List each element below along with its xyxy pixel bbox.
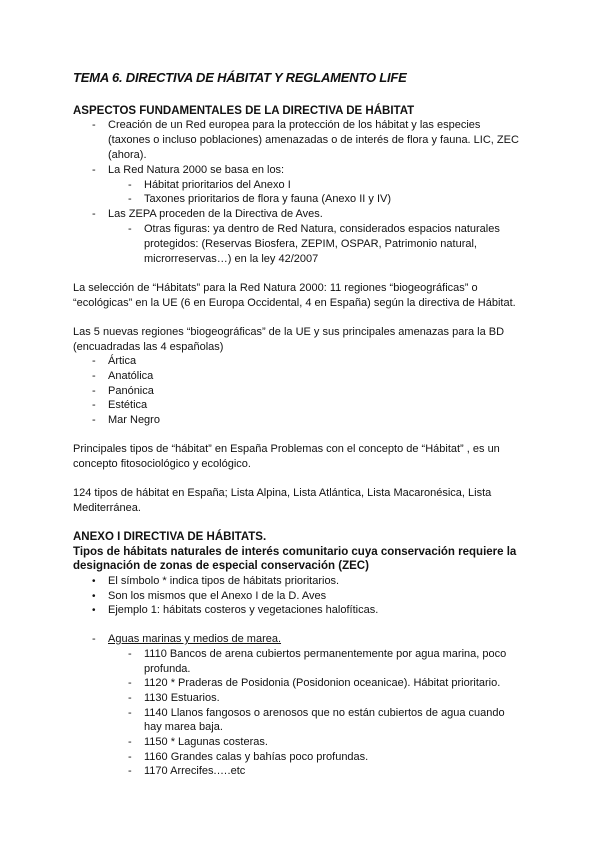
paragraph-seleccion-line1: La selección de “Hábitats” para la Red Natura 2000: 11 regiones “biogeográficas” o [73,282,478,294]
list-item-red-europea-line3: (ahora). [108,149,147,161]
habitat-1110-line2: profunda. [144,663,191,675]
list-dash: - [128,193,132,205]
bullet-marker: • [92,605,96,616]
list-dash: - [128,692,132,704]
list-dash: - [128,751,132,763]
list-dash: - [128,677,132,689]
habitat-1130: 1130 Estuarios. [144,692,220,704]
habitat-1140-line1: 1140 Llanos fangosos o arenosos que no están cubiertos de agua cuando [144,707,505,719]
bullet-marker: • [92,591,96,602]
sub-item-habitat-prioritarios: Hábitat prioritarios del Anexo I [144,179,291,191]
bullet-item: Ejemplo 1: hábitats costeros y vegetaciones halofíticas. [108,604,379,616]
list-dash: - [128,223,132,235]
paragraph-nuevas-regiones-line1: Las 5 nuevas regiones “biogeográficas” de la UE y sus principales amenazas para la BD [73,326,505,338]
region-item: Ártica [108,355,137,367]
list-item-red-europea-line1: Creación de un Red europea para la protección de los hábitat y las especies [108,119,481,131]
list-dash: - [92,370,96,382]
paragraph-nuevas-regiones-line2: (encuadradas las 4 españolas) [73,341,224,353]
list-dash: - [92,385,96,397]
habitat-1120: 1120 * Praderas de Posidonia (Posidonion oceanicae). Hábitat prioritario. [144,677,501,689]
paragraph-seleccion-line2: “ecológicas” en la UE (6 en Europa Occidental, 4 en España) según la directiva de Hábitat. [73,297,516,309]
region-item: Mar Negro [108,414,160,426]
region-item: Estética [108,399,148,411]
sub-item-taxones: Taxones prioritarios de flora y fauna (Anexo II y IV) [144,193,392,205]
list-dash: - [92,164,96,176]
list-dash: - [128,179,132,191]
list-dash: - [128,765,132,777]
list-dash: - [92,355,96,367]
list-item-zepa: Las ZEPA proceden de la Directiva de Aves. [108,208,323,220]
habitat-1140-line2: hay marea baja. [144,721,223,733]
paragraph-tipos-habitat-line2: concepto fitosociológico y ecológico. [73,458,251,470]
paragraph-124-tipos-line2: Mediterránea. [73,502,141,514]
list-dash: - [92,119,96,131]
region-item: Anatólica [108,370,154,382]
section-subheading-line2: designación de zonas de especial conservación (ZEC) [73,560,369,572]
bullet-item: Son los mismos que el Anexo I de la D. Aves [108,590,327,602]
paragraph-tipos-habitat-line1: Principales tipos de “hábitat” en España Problemas con el concepto de “Hábitat” , es un [73,443,500,455]
habitat-1150: 1150 * Lagunas costeras. [144,736,268,748]
habitat-1160: 1160 Grandes calas y bahías poco profundas. [144,751,369,763]
region-item: Panónica [108,385,154,397]
sub-item-otras-figuras-line1: Otras figuras: ya dentro de Red Natura, considerados espacios naturales [144,223,500,235]
bullet-marker: • [92,576,96,587]
marine-heading: Aguas marinas y medios de marea. [108,633,282,645]
paragraph-124-tipos-line1: 124 tipos de hábitat en España; Lista Alpina, Lista Atlántica, Lista Macaronésica, Lista [73,487,492,499]
habitat-1170: 1170 Arrecifes.….etc [144,765,246,777]
list-dash: - [128,648,132,660]
habitat-1110-line1: 1110 Bancos de arena cubiertos permanentemente por agua marina, poco [144,648,507,660]
list-dash: - [128,736,132,748]
list-dash: - [128,707,132,719]
list-dash: - [92,208,96,220]
list-item-red-natura: La Red Natura 2000 se basa en los: [108,164,285,176]
section-subheading-line1: Tipos de hábitats naturales de interés comunitario cuya conservación requiere la [73,546,517,558]
list-item-red-europea-line2: (taxones o incluso poblaciones) amenazadas o de interés de flora y fauna. LIC, ZEC [108,134,519,146]
section-heading-aspectos: ASPECTOS FUNDAMENTALES DE LA DIRECTIVA DE HÁBITAT [73,105,415,117]
list-dash: - [92,414,96,426]
page-title: TEMA 6. DIRECTIVA DE HÁBITAT Y REGLAMENTO LIFE [73,70,407,85]
bullet-item: El símbolo * indica tipos de hábitats prioritarios. [108,575,340,587]
list-dash: - [92,399,96,411]
sub-item-otras-figuras-line2: protegidos: (Reservas Biosfera, ZEPIM, OSPAR, Patrimonio natural, [144,238,477,250]
sub-item-otras-figuras-line3: microrreservas…) en la ley 42/2007 [144,253,319,265]
list-dash: - [92,633,96,645]
section-heading-anexo: ANEXO I DIRECTIVA DE HÁBITATS. [73,531,267,543]
